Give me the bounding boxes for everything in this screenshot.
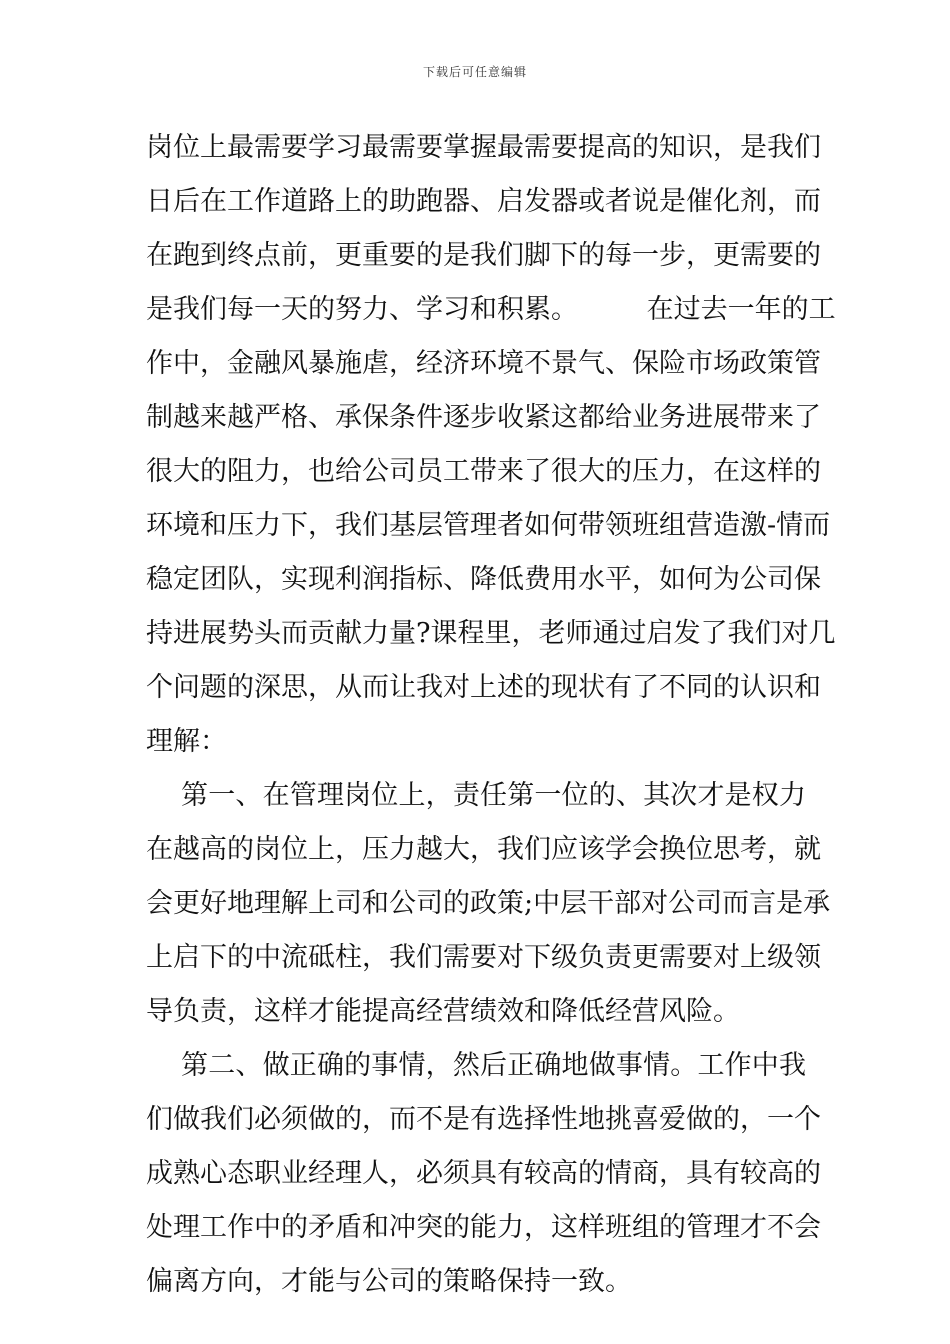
text-line: 制越来越严格、承保条件逐步收紧这都给业务进展带来了 — [146, 402, 821, 433]
text-line: 成熟心态职业经理人，必须具有较高的情商，具有较高的 — [146, 1158, 821, 1189]
page-header: 下载后可任意编辑 — [422, 65, 527, 79]
text-line: 会更好地理解上司和公司的政策;中层干部对公司而言是承 — [146, 888, 831, 919]
text-line: 持进展势头而贡献力量?课程里，老师通过启发了我们对几 — [146, 618, 836, 649]
text-line: 个问题的深思，从而让我对上述的现状有了不同的认识和 — [146, 672, 821, 703]
text-line: 日后在工作道路上的助跑器、启发器或者说是催化剂，而 — [146, 186, 821, 217]
text-line: 理解： — [146, 726, 227, 757]
text-line: 岗位上最需要学习最需要掌握最需要提高的知识，是我们 — [146, 132, 821, 163]
text-line: 处理工作中的矛盾和冲突的能力，这样班组的管理才不会 — [146, 1212, 821, 1243]
text-line: 导负责，这样才能提高经营绩效和降低经营风险。 — [146, 996, 740, 1027]
text-line: 偏离方向，才能与公司的策略保持一致。 — [146, 1266, 632, 1297]
text-line: 在越高的岗位上，压力越大，我们应该学会换位思考，就 — [146, 834, 821, 865]
text-line: 很大的阻力，也给公司员工带来了很大的压力，在这样的 — [146, 456, 821, 487]
text-line: 在跑到终点前，更重要的是我们脚下的每一步，更需要的 — [146, 240, 821, 271]
text-line: 第一、在管理岗位上，责任第一位的、其次才是权力 — [146, 780, 806, 811]
text-line: 是我们每一天的努力、学习和积累。 在过去一年的工 — [146, 294, 836, 325]
text-line: 作中，金融风暴施虐，经济环境不景气、保险市场政策管 — [146, 348, 821, 379]
text-line: 稳定团队，实现利润指标、降低费用水平，如何为公司保 — [146, 564, 821, 595]
text-line: 们做我们必须做的，而不是有选择性地挑喜爱做的，一个 — [146, 1104, 821, 1135]
text-line: 上启下的中流砥柱，我们需要对下级负责更需要对上级领 — [146, 942, 821, 973]
text-line: 环境和压力下，我们基层管理者如何带领班组营造激-情而 — [146, 510, 831, 541]
text-line: 第二、做正确的事情，然后正确地做事情。工作中我 — [146, 1050, 806, 1081]
